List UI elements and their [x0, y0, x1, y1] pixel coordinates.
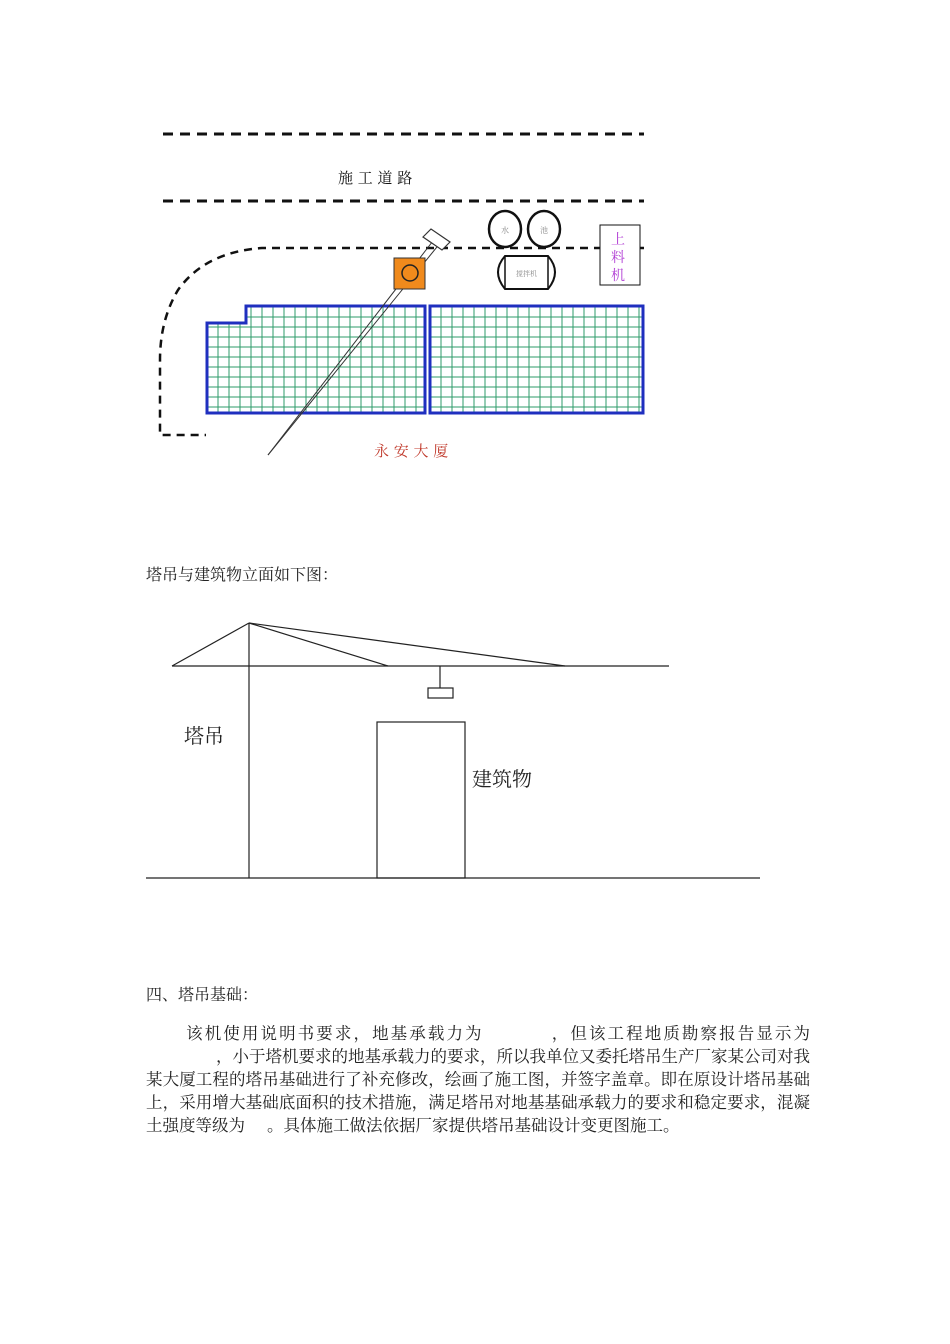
hoist-label-line-2: 料	[611, 250, 625, 266]
paragraph-part-1: 该机使用说明书要求，地基承载力为	[184, 1024, 484, 1043]
elevation-caption: 塔吊与建筑物立面如下图：	[146, 565, 339, 584]
building-elevation	[377, 722, 465, 878]
building-label: 永 安 大 厦	[374, 442, 449, 460]
crane-label: 塔吊	[184, 724, 224, 748]
water-tank-left-label: 水	[501, 226, 509, 235]
crane-tie-front-long	[249, 623, 565, 666]
section-heading: 四、塔吊基础：	[146, 985, 259, 1004]
section-paragraph	[146, 1022, 810, 1137]
mixer-label: 搅拌机	[516, 270, 537, 278]
water-tank-right-label: 池	[540, 226, 548, 235]
road-label: 施 工 道 路	[338, 169, 413, 187]
hoist-label-line-1: 上	[611, 232, 625, 248]
building-elevation-label: 建筑物	[472, 767, 532, 791]
hoist-label-line-3: 机	[611, 268, 625, 284]
paragraph-part-4: 。具体施工做法依据厂家提供塔吊基础设计变更图施工。	[267, 1116, 680, 1135]
paragraph-part-3: ，小于塔机要求的地基承载力的要求，所以我单位又委托塔吊生产厂家某公司对我某大厦工程的塔吊基础进行了补充修改，绘画了施工图，并签字盖章。即在原设计塔吊基础上，采用增大基础底面积的技术措施，满足塔吊对地基基础承载力的要求和稳定要求，混凝土强度等级为	[146, 1047, 810, 1135]
crane-tie-front-short	[249, 623, 388, 666]
crane-tie-back	[172, 623, 249, 666]
crane-hook-block	[428, 688, 453, 698]
paragraph-part-2: ，但该工程地质勘察报告显示为	[549, 1024, 811, 1043]
